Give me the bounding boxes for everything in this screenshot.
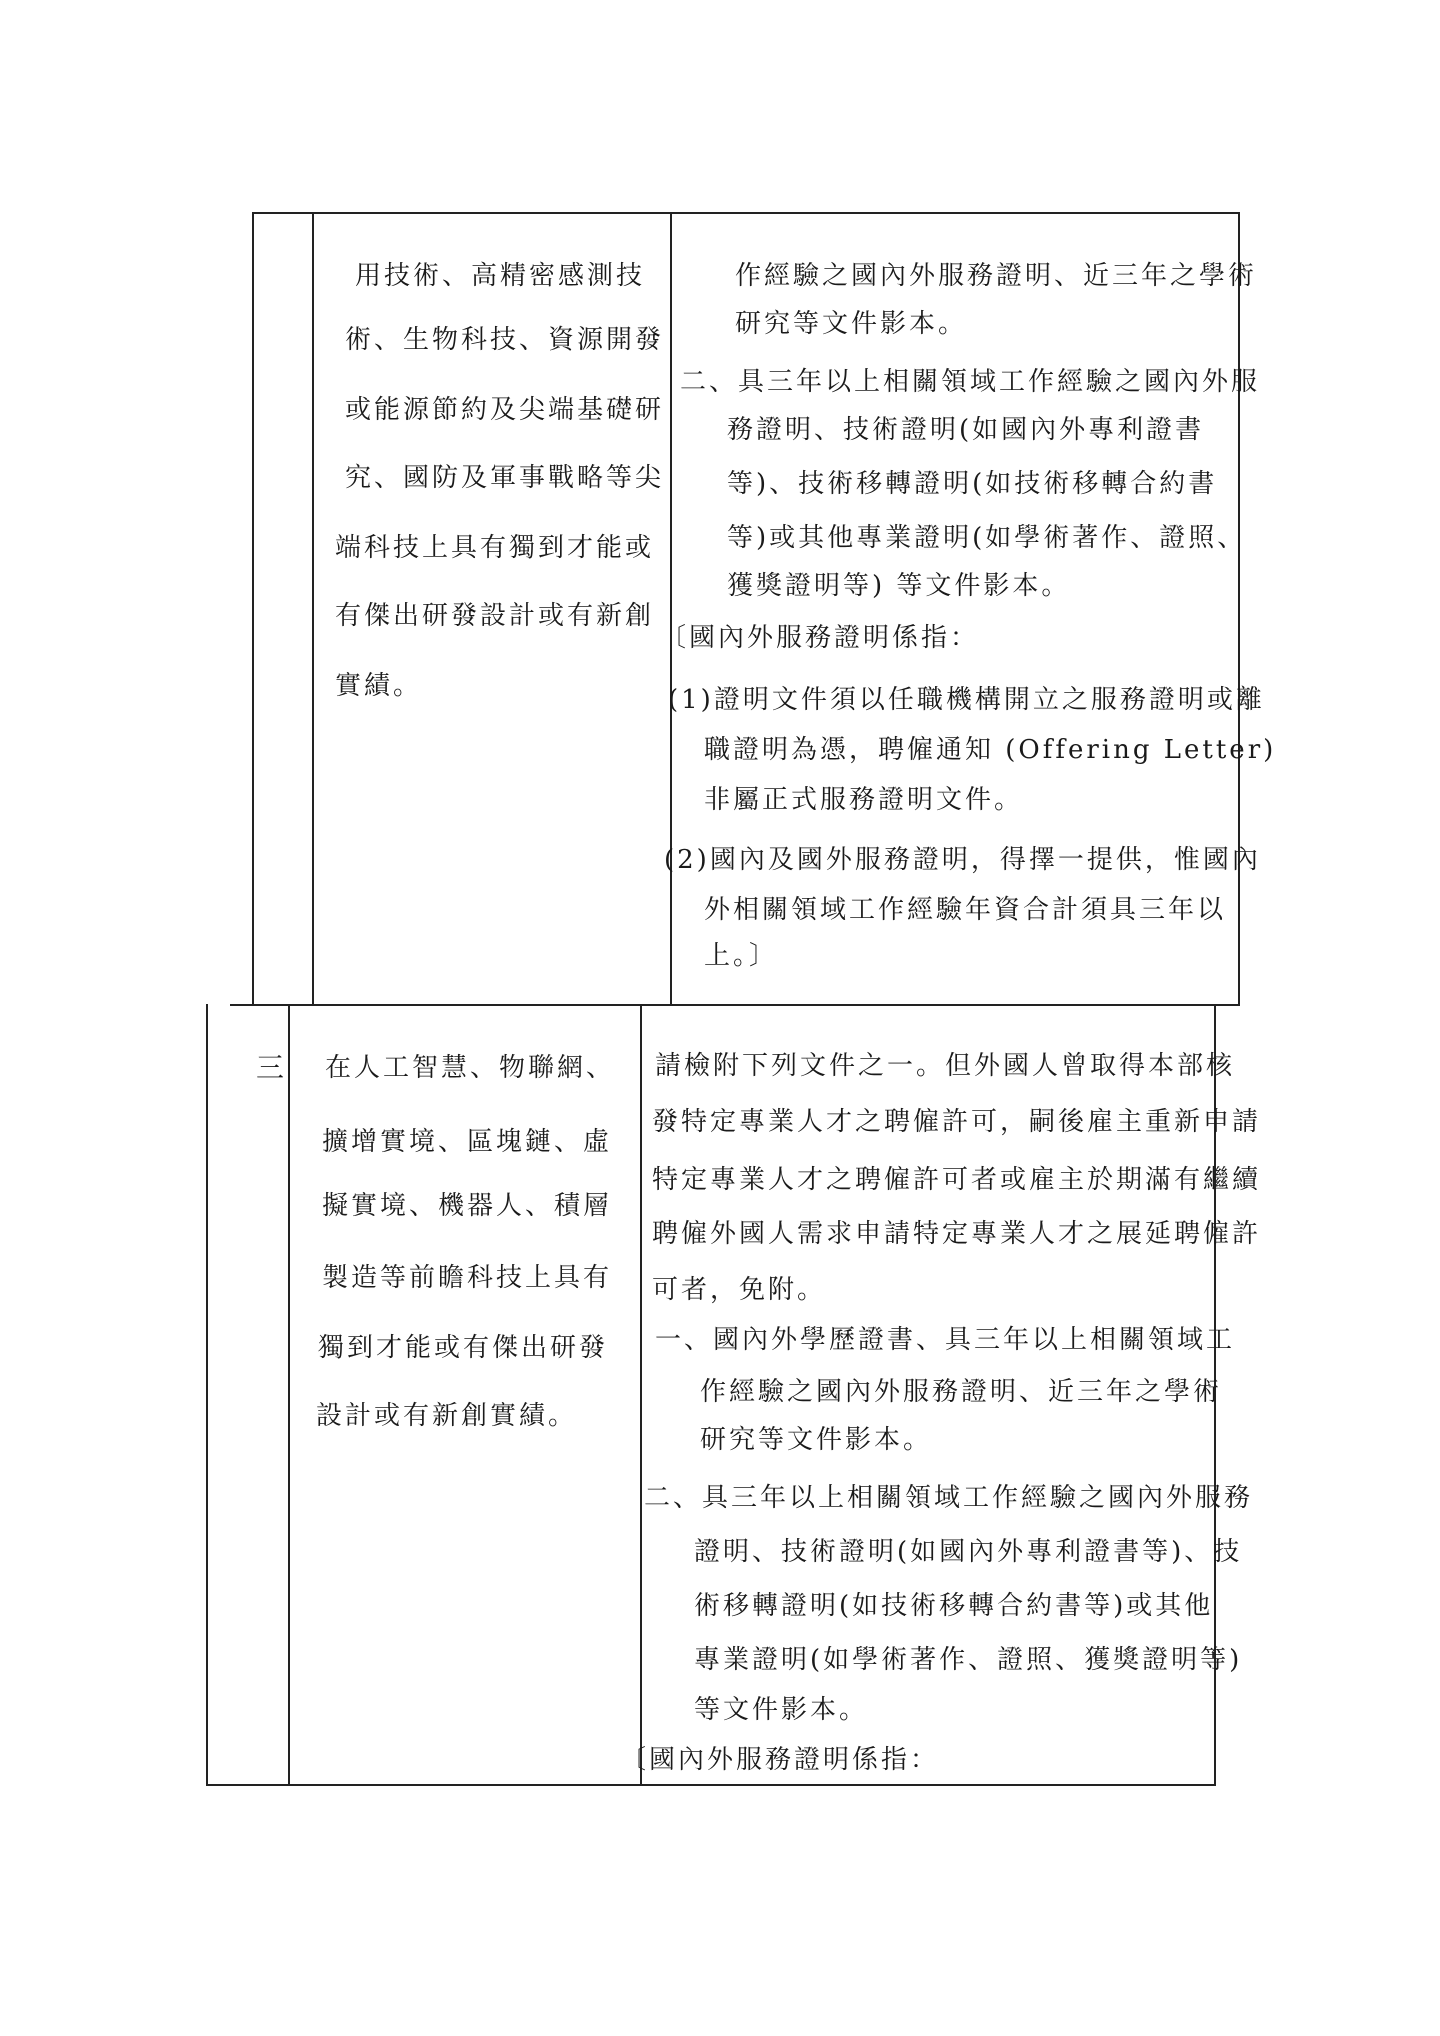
documents-line: 獲獎證明等) 等文件影本。 <box>727 571 1071 601</box>
documents-line: 研究等文件影本。 <box>735 309 968 339</box>
documents-line: 特定專業人才之聘僱許可者或雇主於期滿有繼續 <box>652 1165 1262 1195</box>
criteria-line: 端科技上具有獨到才能或 <box>335 533 655 563</box>
documents-line: 研究等文件影本。 <box>700 1425 933 1455</box>
criteria-line: 用技術、高精密感測技 <box>355 261 646 291</box>
documents-line: 發特定專業人才之聘僱許可，嗣後雇主重新申請 <box>652 1107 1262 1137</box>
documents-line: 專業證明(如學術著作、證照、獲獎證明等) <box>694 1645 1243 1675</box>
criteria-line: 術、生物科技、資源開發 <box>345 325 665 355</box>
documents-line: 非屬正式服務證明文件。 <box>704 785 1024 815</box>
documents-line: 〔國內外服務證明係指： <box>620 1745 940 1775</box>
criteria-line: 究、國防及軍事戰略等尖 <box>345 463 665 493</box>
row-divider <box>230 1004 1240 1006</box>
documents-line: 務證明、技術證明(如國內外專利證書 <box>727 415 1205 445</box>
criteria-line: 設計或有新創實績。 <box>316 1401 578 1431</box>
documents-line: 外相關領域工作經驗年資合計須具三年以 <box>704 895 1227 925</box>
row3-number: 三 <box>256 1051 285 1084</box>
documents-line: 作經驗之國內外服務證明、近三年之學術 <box>735 261 1258 291</box>
documents-line: 職證明為憑，聘僱通知 (Offering Letter) <box>704 735 1277 765</box>
number-column-divider <box>312 212 314 1004</box>
documents-line: 作經驗之國內外服務證明、近三年之學術 <box>700 1377 1223 1407</box>
documents-line: 等文件影本。 <box>694 1695 869 1725</box>
documents-line: 一、國內外學歷證書、具三年以上相關領域工 <box>655 1325 1236 1355</box>
criteria-line: 在人工智慧、物聯網、 <box>325 1053 616 1083</box>
criteria-line: 製造等前瞻科技上具有 <box>322 1263 613 1293</box>
documents-line: 等)、技術移轉證明(如技術移轉合約書 <box>727 469 1218 499</box>
criteria-line: 實績。 <box>335 671 423 701</box>
documents-line: 請檢附下列文件之一。但外國人曾取得本部核 <box>655 1051 1236 1081</box>
documents-line: 〔國內外服務證明係指： <box>660 623 980 653</box>
documents-line: 二、具三年以上相關領域工作經驗之國內外服務 <box>644 1483 1254 1513</box>
documents-line: 證明、技術證明(如國內外專利證書等)、技 <box>694 1537 1243 1567</box>
table-left-border-lower <box>206 1004 208 1784</box>
documents-line: (1)證明文件須以任職機構開立之服務證明或離 <box>668 685 1265 715</box>
criteria-line: 擴增實境、區塊鏈、虛 <box>322 1127 613 1157</box>
documents-line: 術移轉證明(如技術移轉合約書等)或其他 <box>694 1591 1214 1621</box>
criteria-line: 獨到才能或有傑出研發 <box>318 1333 609 1363</box>
number-column-divider-lower <box>288 1004 290 1784</box>
criteria-line: 或能源節約及尖端基礎研 <box>345 395 665 425</box>
documents-line: 聘僱外國人需求申請特定專業人才之展延聘僱許 <box>652 1219 1262 1249</box>
criteria-line: 擬實境、機器人、積層 <box>322 1191 613 1221</box>
documents-line: 二、具三年以上相關領域工作經驗之國內外服 <box>680 367 1261 397</box>
criteria-line: 有傑出研發設計或有新創 <box>335 601 655 631</box>
documents-line: 等)或其他專業證明(如學術著作、證照、 <box>727 523 1247 553</box>
documents-line: 上。〕 <box>704 941 779 971</box>
documents-line: (2)國內及國外服務證明，得擇一提供，惟國內 <box>664 845 1261 875</box>
table-top-border <box>252 212 1240 214</box>
documents-line: 可者，免附。 <box>652 1275 827 1305</box>
content-column-divider-lower <box>640 1004 642 1784</box>
table-left-border <box>252 212 254 1004</box>
